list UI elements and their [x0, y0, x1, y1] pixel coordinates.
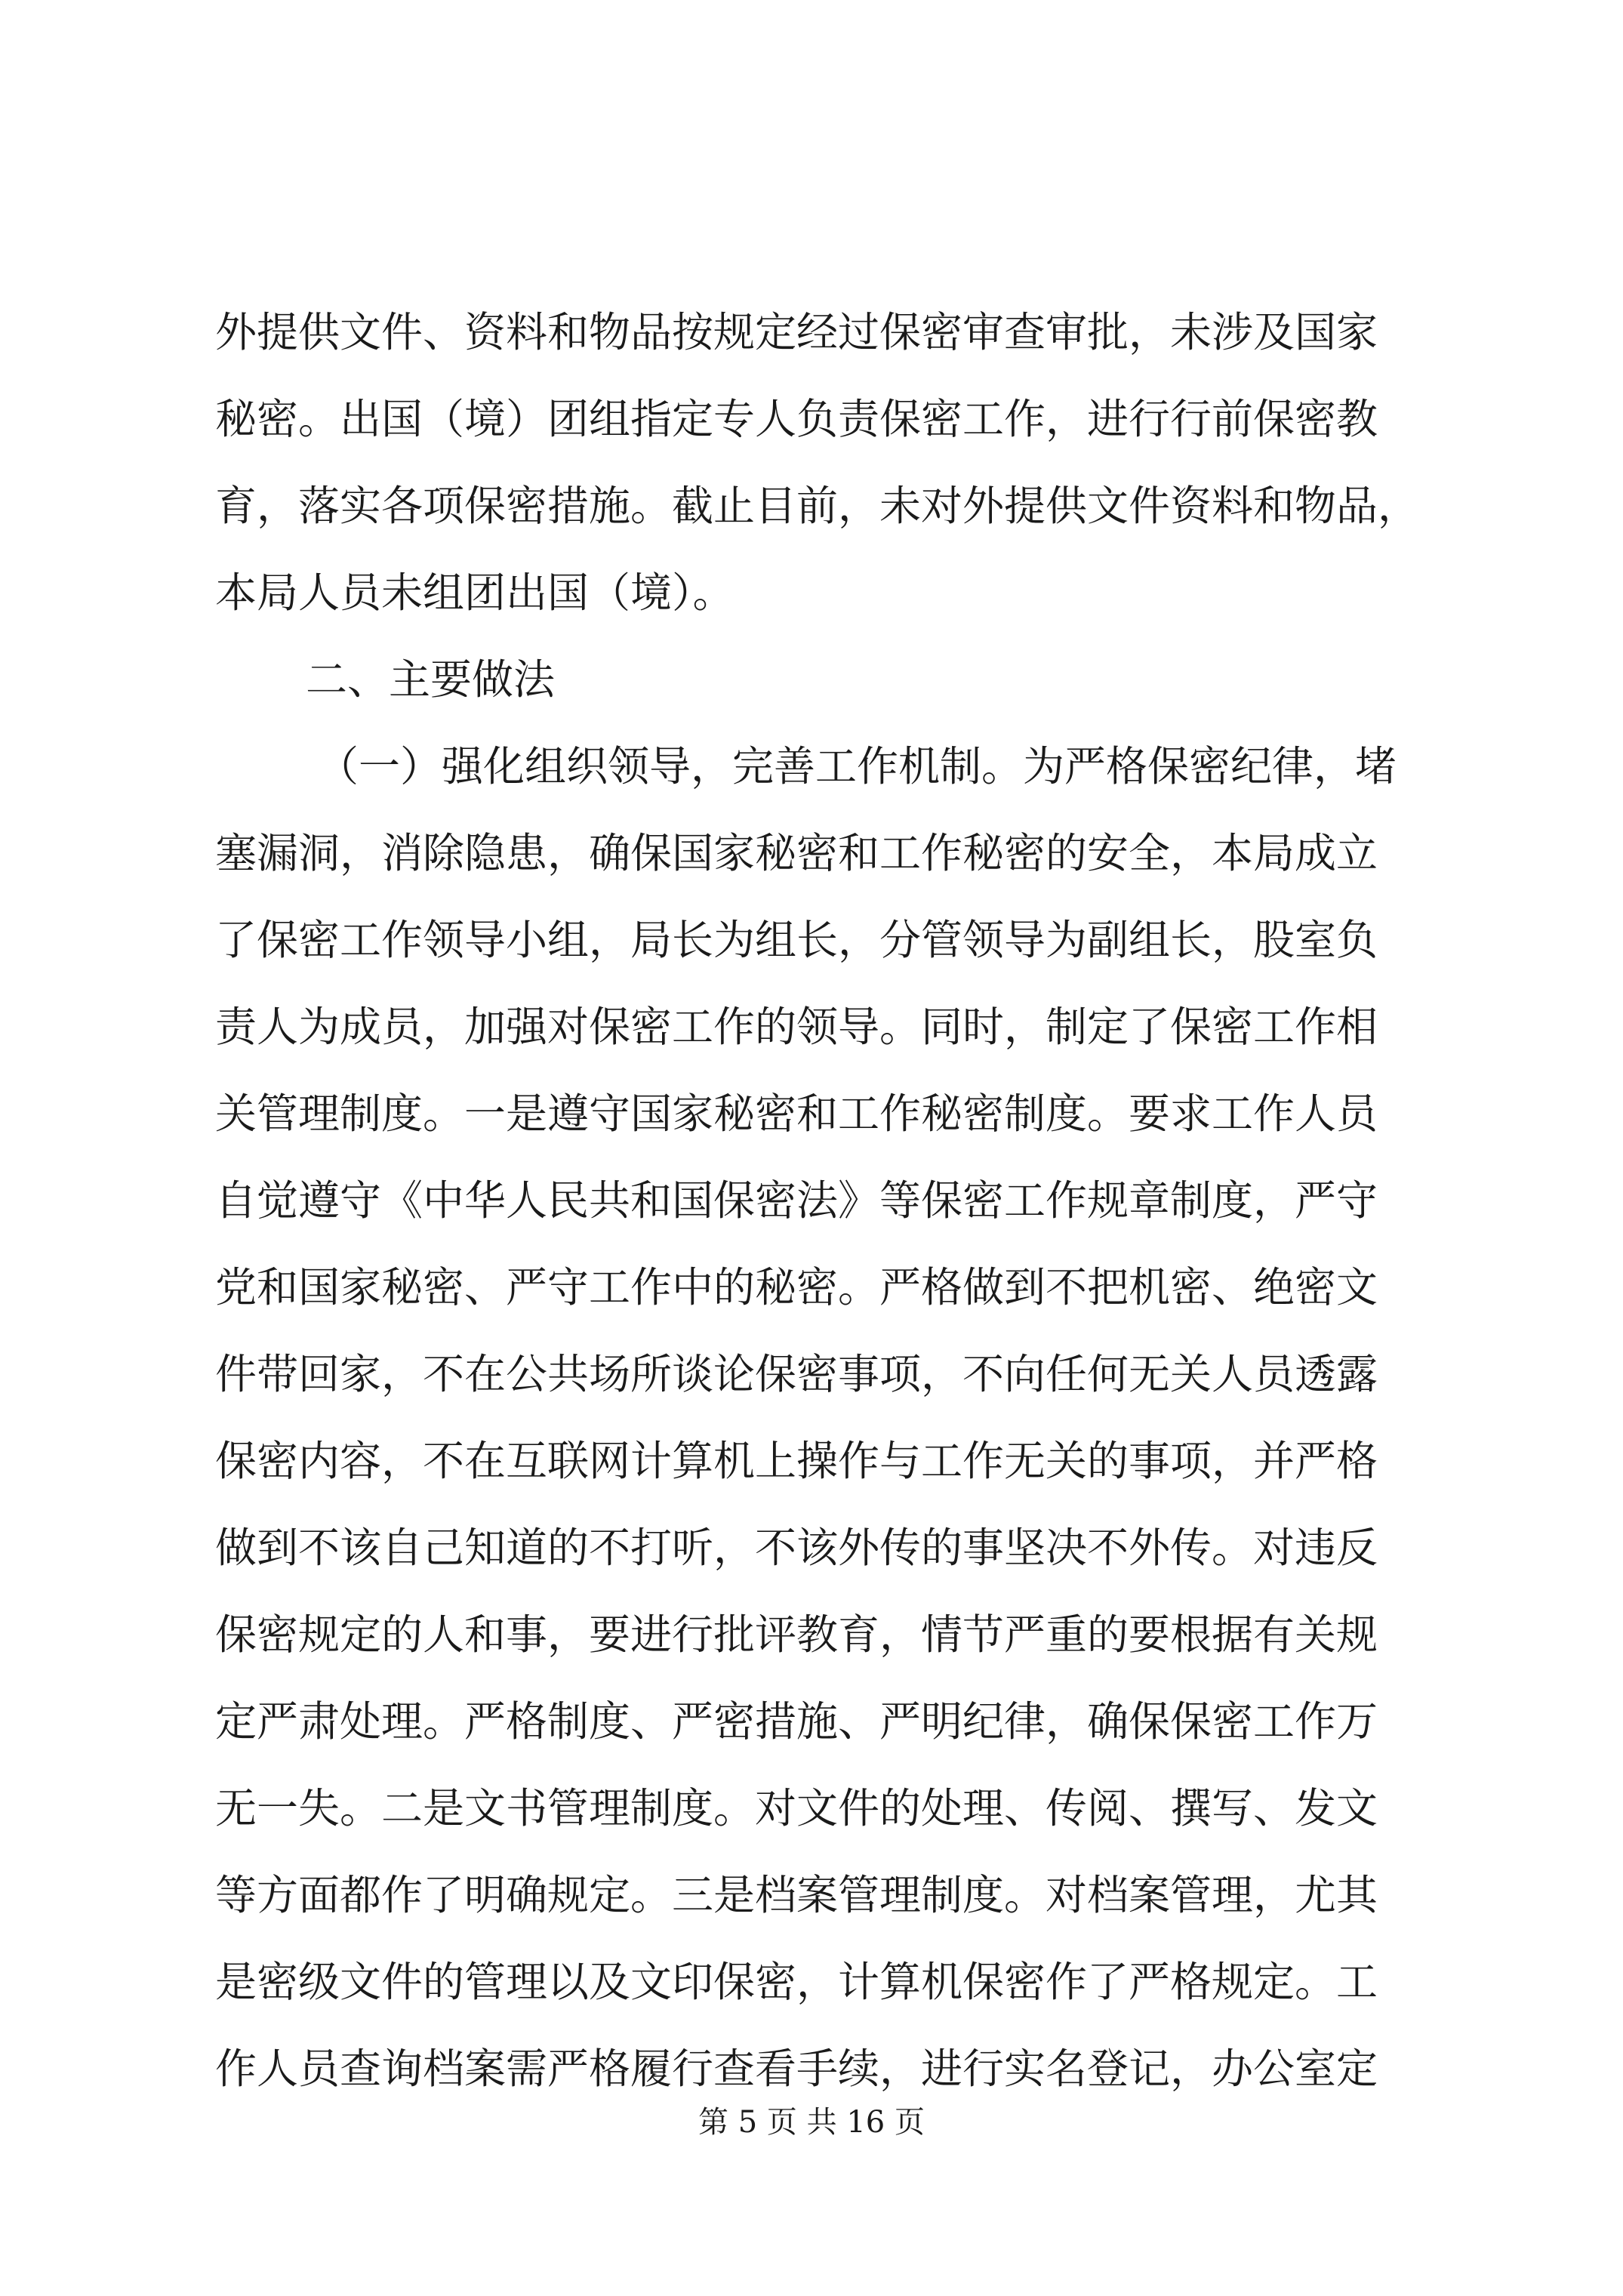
- text-line: 了保密工作领导小组，局长为组长，分管领导为副组长，股室负: [215, 916, 1378, 964]
- text-line: 责人为成员，加强对保密工作的领导。同时，制定了保密工作相: [215, 1003, 1378, 1051]
- text-line: 件带回家，不在公共场所谈论保密事项，不向任何无关人员透露: [215, 1350, 1378, 1398]
- text-line: 作人员查询档案需严格履行查看手续，进行实名登记，办公室定: [215, 2045, 1378, 2093]
- text-line: 是密级文件的管理以及文印保密，计算机保密作了严格规定。工: [215, 1958, 1378, 2006]
- text-line: 塞漏洞，消除隐患，确保国家秘密和工作秘密的安全，本局成立: [215, 829, 1378, 877]
- text-line: 定严肃处理。严格制度、严密措施、严明纪律，确保保密工作万: [215, 1697, 1378, 1746]
- page-number-footer: 第 5 页 共 16 页: [698, 2105, 925, 2140]
- text-line: 外提供文件、资料和物品按规定经过保密审查审批，未涉及国家: [215, 308, 1378, 356]
- text-line: 育，落实各项保密措施。截止目前，未对外提供文件资料和物品，: [215, 482, 1420, 530]
- text-line: （一）强化组织领导，完善工作机制。为严格保密纪律，堵: [317, 742, 1397, 791]
- text-line: 无一失。二是文书管理制度。对文件的处理、传阅、撰写、发文: [215, 1784, 1378, 1832]
- text-line: 等方面都作了明确规定。三是档案管理制度。对档案管理，尤其: [215, 1871, 1378, 1919]
- text-line: 保密规定的人和事，要进行批评教育，情节严重的要根据有关规: [215, 1610, 1378, 1659]
- text-line: 秘密。出国（境）团组指定专人负责保密工作，进行行前保密教: [215, 395, 1378, 443]
- text-line: 保密内容，不在互联网计算机上操作与工作无关的事项，并严格: [215, 1437, 1378, 1485]
- text-line: 关管理制度。一是遵守国家秘密和工作秘密制度。要求工作人员: [215, 1089, 1378, 1138]
- text-line: 做到不该自己知道的不打听，不该外传的事坚决不外传。对违反: [215, 1524, 1378, 1572]
- text-line: 自觉遵守《中华人民共和国保密法》等保密工作规章制度，严守: [215, 1176, 1378, 1225]
- text-line: 本局人员未组团出国（境）。: [215, 569, 735, 617]
- section-heading: 二、主要做法: [306, 655, 556, 704]
- text-line: 党和国家秘密、严守工作中的秘密。严格做到不把机密、绝密文: [215, 1263, 1378, 1311]
